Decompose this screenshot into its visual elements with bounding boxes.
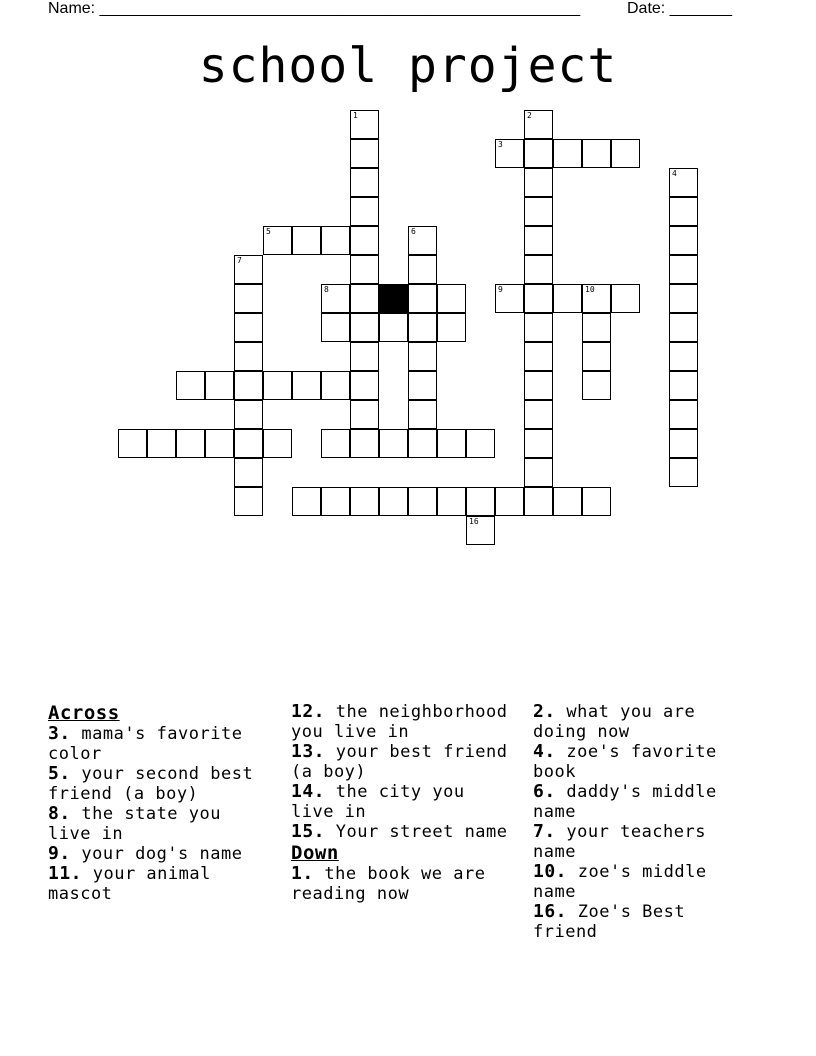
grid-cell[interactable] — [524, 458, 553, 487]
clue-number: 3 — [498, 140, 503, 149]
grid-cell[interactable] — [669, 342, 698, 371]
clue-item-number: 4. — [533, 741, 556, 762]
grid-cell[interactable] — [524, 342, 553, 371]
clue-item — [533, 822, 758, 862]
grid-cell[interactable] — [350, 313, 379, 342]
clue-item-number: 1. — [291, 863, 314, 884]
clue-item-number: 16. — [533, 901, 568, 922]
clue-number: 10 — [585, 285, 595, 294]
down-heading: Down — [291, 842, 339, 864]
grid-cell[interactable] — [524, 313, 553, 342]
clue-item-number: 8. — [48, 803, 71, 824]
grid-cell[interactable] — [669, 371, 698, 400]
grid-cell[interactable] — [582, 487, 611, 516]
grid-cell[interactable] — [582, 284, 611, 313]
grid-cell[interactable] — [437, 487, 466, 516]
clue-item-text: mama's favorite color — [48, 724, 243, 764]
clue-item-number: 9. — [48, 843, 71, 864]
clue-number: 5 — [266, 227, 271, 236]
grid-cell[interactable] — [669, 429, 698, 458]
grid-cell[interactable] — [147, 429, 176, 458]
grid-cell[interactable] — [495, 284, 524, 313]
clue-item — [533, 702, 758, 742]
clue-item — [533, 782, 758, 822]
grid-cell[interactable] — [205, 371, 234, 400]
grid-cell[interactable] — [234, 342, 263, 371]
clue-item-text: daddy's middle name — [533, 782, 717, 822]
clue-item-text: what you are doing now — [533, 702, 696, 742]
grid-cell[interactable] — [582, 371, 611, 400]
page-title: school project — [198, 38, 618, 94]
grid-cell[interactable] — [524, 284, 553, 313]
clue-item-text: zoe's favorite book — [533, 742, 717, 782]
grid-cell[interactable] — [611, 284, 640, 313]
grid-cell[interactable] — [408, 487, 437, 516]
clues-column-2 — [291, 702, 516, 904]
grid-cell[interactable] — [321, 226, 350, 255]
clue-item — [291, 822, 516, 842]
clue-item-text: zoe's middle name — [533, 862, 707, 902]
grid-cell[interactable] — [524, 110, 553, 139]
grid-cell[interactable] — [669, 284, 698, 313]
grid-cell[interactable] — [263, 371, 292, 400]
grid-cell[interactable] — [553, 139, 582, 168]
grid-cell[interactable] — [408, 313, 437, 342]
clue-item-number: 12. — [291, 701, 326, 722]
grid-cell[interactable] — [234, 429, 263, 458]
clue-item-text: your dog's name — [70, 844, 243, 864]
clue-item — [48, 724, 273, 764]
clue-number: 7 — [237, 256, 242, 265]
grid-cell[interactable] — [350, 371, 379, 400]
clues-column-3 — [533, 702, 758, 942]
grid-cell[interactable] — [524, 139, 553, 168]
grid-cell[interactable] — [437, 429, 466, 458]
grid-cell[interactable] — [234, 400, 263, 429]
grid-cell[interactable] — [205, 429, 234, 458]
clue-item — [48, 844, 273, 864]
name-field-label: Name: ______________________________________________________ — [48, 0, 581, 17]
grid-cell[interactable] — [408, 371, 437, 400]
clue-item-number: 5. — [48, 763, 71, 784]
clue-item-number: 11. — [48, 863, 83, 884]
grid-cell[interactable] — [350, 139, 379, 168]
grid-cell[interactable] — [292, 487, 321, 516]
grid-cell[interactable] — [611, 139, 640, 168]
grid-black-cell — [379, 284, 408, 313]
grid-cell[interactable] — [669, 226, 698, 255]
grid-cell[interactable] — [524, 255, 553, 284]
grid-cell[interactable] — [524, 487, 553, 516]
grid-cell[interactable] — [292, 371, 321, 400]
clue-item-text: your animal mascot — [48, 864, 211, 904]
grid-cell[interactable] — [495, 487, 524, 516]
grid-cell[interactable] — [350, 429, 379, 458]
grid-cell[interactable] — [582, 342, 611, 371]
grid-cell[interactable] — [176, 371, 205, 400]
clue-item — [533, 902, 758, 942]
clue-item-text: your teachers name — [533, 822, 706, 862]
grid-cell[interactable] — [321, 371, 350, 400]
grid-cell[interactable] — [379, 487, 408, 516]
clue-number: 9 — [498, 285, 503, 294]
grid-cell[interactable] — [350, 168, 379, 197]
clue-item-number: 13. — [291, 741, 326, 762]
grid-cell[interactable] — [582, 139, 611, 168]
clue-item-number: 2. — [533, 701, 556, 722]
across-clue-list-continued — [291, 702, 516, 842]
grid-cell[interactable] — [350, 487, 379, 516]
grid-cell[interactable] — [524, 429, 553, 458]
grid-cell[interactable] — [408, 342, 437, 371]
grid-cell[interactable] — [176, 429, 205, 458]
down-clue-list — [291, 864, 516, 904]
grid-cell[interactable] — [669, 168, 698, 197]
grid-cell[interactable] — [379, 429, 408, 458]
grid-cell[interactable] — [350, 284, 379, 313]
grid-cell[interactable] — [408, 429, 437, 458]
grid-cell[interactable] — [524, 400, 553, 429]
grid-cell[interactable] — [234, 313, 263, 342]
clue-item — [291, 742, 516, 782]
grid-cell[interactable] — [669, 313, 698, 342]
grid-cell[interactable] — [234, 458, 263, 487]
grid-cell[interactable] — [524, 226, 553, 255]
clue-item — [533, 862, 758, 902]
across-heading: Across — [48, 702, 120, 724]
clue-item — [48, 804, 273, 844]
grid-cell[interactable] — [553, 284, 582, 313]
clue-item-number: 15. — [291, 821, 326, 842]
grid-cell[interactable] — [350, 110, 379, 139]
clue-item — [291, 702, 516, 742]
grid-cell[interactable] — [466, 487, 495, 516]
grid-cell[interactable] — [321, 429, 350, 458]
grid-cell[interactable] — [408, 255, 437, 284]
clue-item-number: 14. — [291, 781, 326, 802]
grid-cell[interactable] — [263, 226, 292, 255]
grid-cell[interactable] — [408, 226, 437, 255]
grid-cell[interactable] — [466, 429, 495, 458]
clue-number: 1 — [353, 111, 358, 120]
grid-cell[interactable] — [524, 197, 553, 226]
clue-item — [533, 742, 758, 782]
clue-number: 16 — [469, 517, 479, 526]
grid-cell[interactable] — [524, 168, 553, 197]
clue-item — [48, 864, 273, 904]
grid-cell[interactable] — [350, 342, 379, 371]
grid-cell[interactable] — [234, 371, 263, 400]
grid-cell[interactable] — [669, 458, 698, 487]
down-clue-list-continued — [533, 702, 758, 942]
grid-cell[interactable] — [466, 516, 495, 545]
across-clue-list — [48, 724, 273, 904]
grid-cell[interactable] — [321, 487, 350, 516]
clue-item-number: 10. — [533, 861, 568, 882]
grid-cell[interactable] — [118, 429, 147, 458]
clue-item-text: the city you live in — [291, 782, 465, 822]
grid-cell[interactable] — [234, 255, 263, 284]
clue-number: 2 — [527, 111, 532, 120]
clue-item-text: Zoe's Best friend — [533, 902, 686, 942]
grid-cell[interactable] — [292, 226, 321, 255]
grid-cell[interactable] — [234, 284, 263, 313]
clue-item-text: Your street name — [325, 822, 508, 842]
grid-cell[interactable] — [437, 284, 466, 313]
grid-cell[interactable] — [524, 371, 553, 400]
clue-number: 4 — [672, 169, 677, 178]
grid-cell[interactable] — [350, 255, 379, 284]
clue-item-number: 7. — [533, 821, 556, 842]
clues-column-1 — [48, 702, 273, 904]
grid-cell[interactable] — [321, 284, 350, 313]
clue-number: 6 — [411, 227, 416, 236]
clue-item-text: the state you live in — [48, 804, 221, 844]
clue-item-number: 3. — [48, 723, 71, 744]
grid-cell[interactable] — [553, 487, 582, 516]
grid-cell[interactable] — [669, 400, 698, 429]
clue-item-number: 6. — [533, 781, 556, 802]
clue-item — [291, 782, 516, 822]
clue-item-text: the book we are reading now — [291, 864, 486, 904]
grid-cell[interactable] — [437, 313, 466, 342]
clue-number: 8 — [324, 285, 329, 294]
date-field-label: Date: _______ — [627, 0, 732, 17]
grid-cell[interactable] — [582, 313, 611, 342]
clue-item-text: the neighborhood you live in — [291, 702, 508, 742]
grid-cell[interactable] — [321, 313, 350, 342]
grid-cell[interactable] — [350, 197, 379, 226]
clue-item-text: your second best friend (a boy) — [48, 764, 254, 804]
grid-cell[interactable] — [669, 255, 698, 284]
grid-cell[interactable] — [408, 284, 437, 313]
grid-cell[interactable] — [234, 487, 263, 516]
grid-cell[interactable] — [263, 429, 292, 458]
clue-item-text: your best friend (a boy) — [291, 742, 508, 782]
grid-cell[interactable] — [350, 226, 379, 255]
grid-cell[interactable] — [408, 400, 437, 429]
clue-item — [291, 864, 516, 904]
grid-cell[interactable] — [350, 400, 379, 429]
grid-cell[interactable] — [379, 313, 408, 342]
grid-cell[interactable] — [669, 197, 698, 226]
clue-item — [48, 764, 273, 804]
grid-cell[interactable] — [495, 139, 524, 168]
